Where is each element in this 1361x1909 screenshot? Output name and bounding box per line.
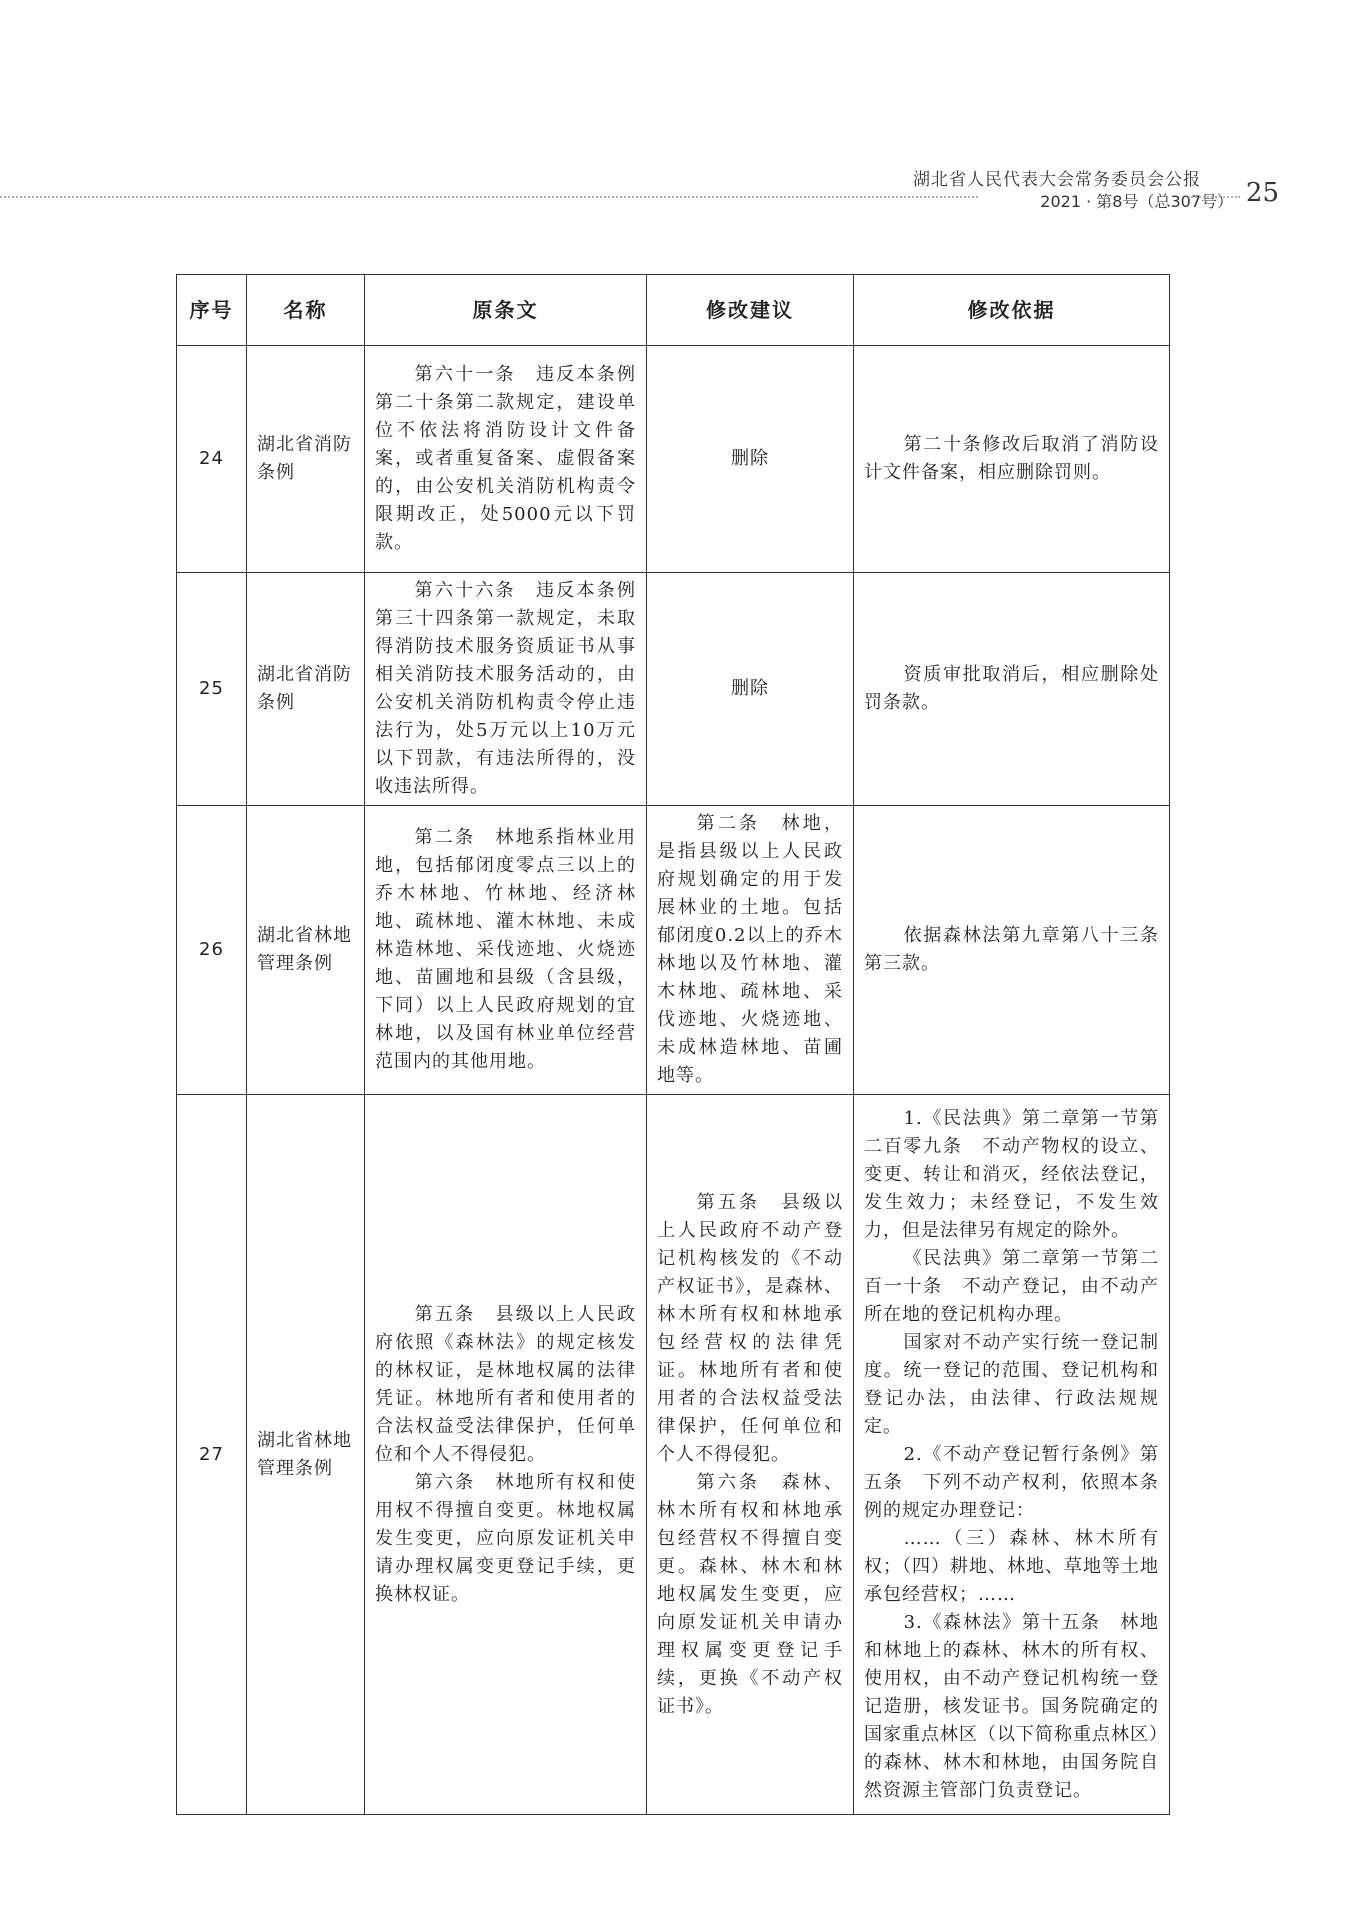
paragraph: 第二十条修改后取消了消防设计文件备案，相应删除罚则。 [864,434,1159,483]
column-header-number: 序号 [177,275,247,346]
table-row [177,573,1170,806]
paragraph: 第二条 林地，是指县级以上人民政府规划确定的用于发展林业的土地。包括郁闭度0.2以上的乔木林地以及竹林地、灌木林地、疏林地、采伐迹地、火烧迹地、未成林造林地、苗圃地等。 [657,813,843,1086]
paragraph: 第六条 林地所有权和使用权不得擅自变更。林地权属发生变更，应向原发证机关申请办理权属变更登记手续，更换林权证。 [375,1471,636,1605]
table-header-row [177,275,1170,346]
row-number: 25 [177,573,247,806]
paragraph: ……（三）森林、林木所有权；（四）耕地、林地、草地等土地承包经营权；…… [864,1527,1159,1605]
column-header-name: 名称 [247,275,365,346]
suggestion-text [647,573,854,806]
issue-info: 2021 · 第8号（总307号） [1040,192,1233,211]
paragraph: 第六条 森林、林木所有权和林地承包经营权不得擅自变更。森林、林木和林地权属发生变更，应向原发证机关申请办理权属变更登记手续，更换《不动产权证书》。 [657,1471,843,1717]
amendment-table [176,274,1170,1815]
basis-text [854,346,1170,573]
paragraph: 资质审批取消后，相应删除处罚条款。 [864,664,1159,713]
paragraph: 第五条 县级以上人民政府不动产登记机构核发的《不动产权证书》，是森林、林木所有权和林地承包经营权的法律凭证。林地所有者和使用者的合法权益受法律保护，任何单位和个人不得侵犯。 [657,1191,843,1465]
table-row [177,1095,1170,1815]
basis-text [854,806,1170,1095]
paragraph: 3.《森林法》第十五条 林地和林地上的森林、林木的所有权、使用权，由不动产登记机构统一登记造册，核发证书。国务院确定的国家重点林区（以下简称重点林区）的森林、林木和林地，由国务院自然资源主管部门负责登记。 [864,1611,1159,1801]
header-divider-right [1188,196,1240,198]
paragraph: 第六十六条 违反本条例第三十四条第一款规定，未取得消防技术服务资质证书从事相关消防技术服务活动的，由公安机关消防机构责令停止违法行为，处5万元以上10万元以下罚款，有违法所得的，没收违法所得。 [375,580,636,797]
paragraph: 删除 [731,678,769,699]
paragraph: 第二条 林地系指林业用地，包括郁闭度零点三以上的乔木林地、竹林地、经济林地、疏林地、灌木林地、未成林造林地、采伐迹地、火烧迹地、苗圃地和县级（含县级，下同）以上人民政府规划的宜林地，以及国有林业单位经营范围内的其他用地。 [375,827,636,1072]
basis-text [854,573,1170,806]
paragraph: 删除 [731,448,769,469]
regulation-name: 湖北省林地管理条例 [247,1095,365,1815]
header-divider-left [0,196,978,198]
paragraph: 1.《民法典》第二章第一节第二百零九条 不动产物权的设立、变更、转让和消灭，经依法登记，发生效力；未经登记，不发生效力，但是法律另有规定的除外。 [864,1107,1159,1241]
paragraph: 第六十一条 违反本条例第二十条第二款规定，建设单位不依法将消防设计文件备案，或者重复备案、虚假备案的，由公安机关消防机构责令限期改正，处5000元以下罚款。 [375,364,636,553]
row-number: 27 [177,1095,247,1815]
paragraph: 国家对不动产实行统一登记制度。统一登记的范围、登记机构和登记办法，由法律、行政法规规定。 [864,1331,1159,1437]
column-header-suggestion: 修改建议 [647,275,854,346]
original-text [365,346,647,573]
row-number: 24 [177,346,247,573]
column-header-original: 原条文 [365,275,647,346]
suggestion-text [647,346,854,573]
paragraph: 2.《不动产登记暂行条例》第五条 下列不动产权利，依照本条例的规定办理登记： [864,1443,1159,1521]
regulation-name: 湖北省消防条例 [247,346,365,573]
regulation-name: 湖北省消防条例 [247,573,365,806]
page-number: 25 [1245,178,1279,208]
suggestion-text [647,806,854,1095]
column-header-basis: 修改依据 [854,275,1170,346]
paragraph: 第五条 县级以上人民政府依照《森林法》的规定核发的林权证，是林地权属的法律凭证。林地所有者和使用者的合法权益受法律保护，任何单位和个人不得侵犯。 [375,1303,636,1465]
page-header [0,0,1361,230]
paragraph: 依据森林法第九章第八十三条第三款。 [864,925,1159,974]
table-row [177,806,1170,1095]
regulation-name: 湖北省林地管理条例 [247,806,365,1095]
table-row [177,346,1170,573]
original-text [365,1095,647,1815]
original-text [365,806,647,1095]
suggestion-text [647,1095,854,1815]
original-text [365,573,647,806]
publication-name: 湖北省人民代表大会常务委员会公报 [913,170,1201,190]
row-number: 26 [177,806,247,1095]
paragraph: 《民法典》第二章第一节第二百一十条 不动产登记，由不动产所在地的登记机构办理。 [864,1247,1159,1325]
basis-text [854,1095,1170,1815]
